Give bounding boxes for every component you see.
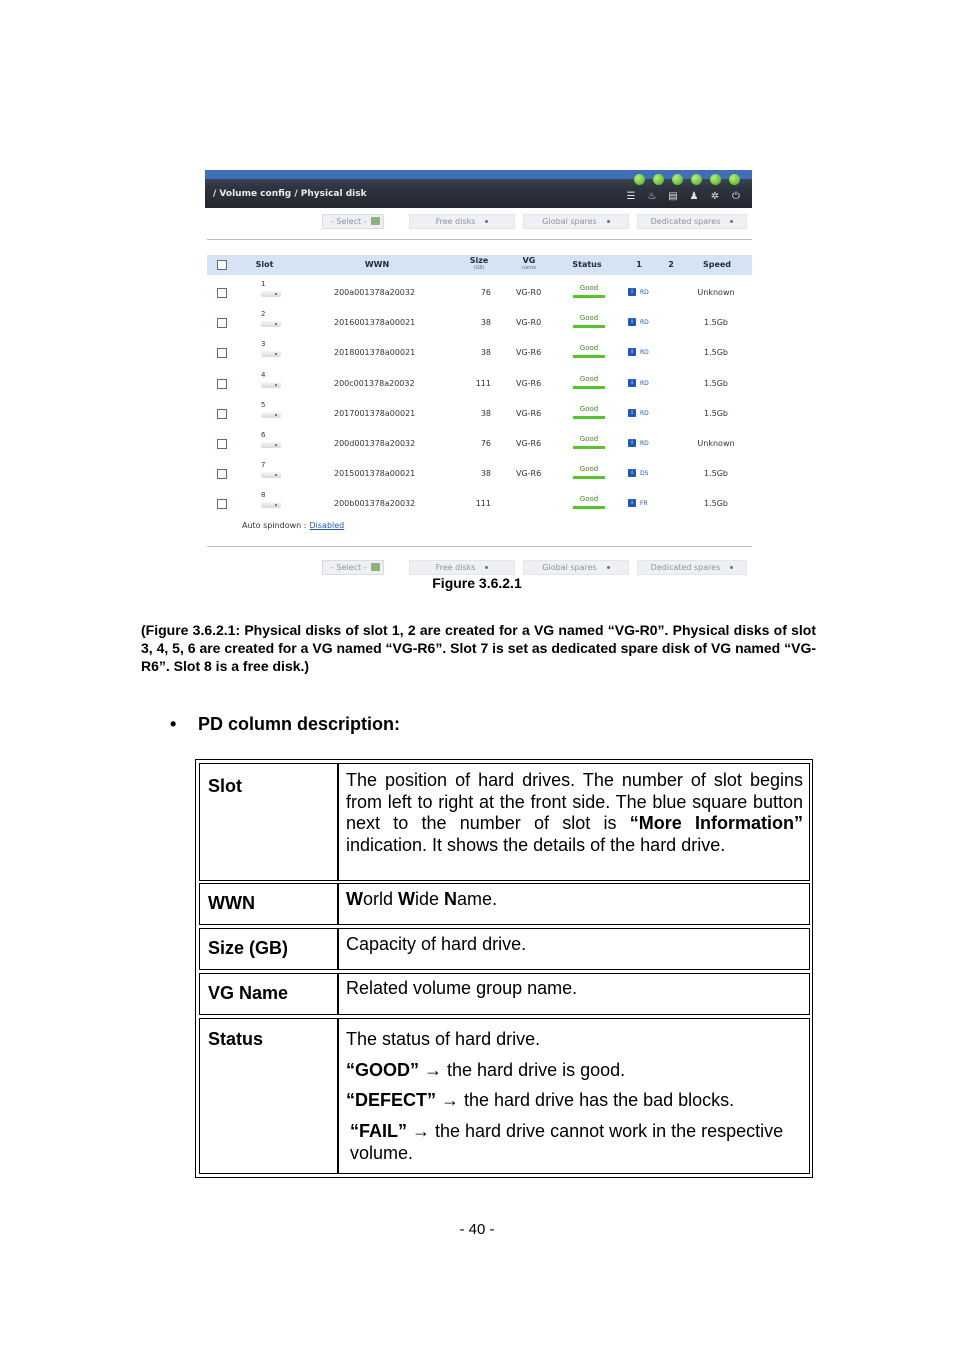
vg-cell: VG-R0	[516, 318, 542, 328]
row-checkbox[interactable]	[217, 499, 227, 509]
wwn-cell: 2015001378a00021	[334, 469, 416, 479]
toolbar-bottom	[205, 558, 752, 576]
auto-spindown-label: Auto spindown :	[242, 521, 307, 530]
status-badge	[573, 344, 605, 358]
breadcrumb: / Volume config / Physical disk	[213, 189, 367, 199]
role-cell: FR	[640, 500, 648, 508]
status-good-line	[346, 1060, 625, 1081]
status-light-icon	[691, 174, 702, 185]
free-disks-label: Free disks	[435, 217, 476, 226]
col-wwn: WWN	[364, 260, 390, 269]
slot-drive-icon	[261, 351, 281, 357]
speed-cell: Unknown	[697, 439, 735, 448]
status-fail-line	[350, 1121, 783, 1142]
status-light-icon	[653, 174, 664, 185]
global-spares-label: Global spares	[542, 217, 597, 226]
wwn-cell: 2017001378a00021	[334, 408, 416, 418]
status-bar	[573, 325, 605, 328]
slot-description	[346, 770, 803, 856]
status-bar	[573, 446, 605, 449]
slot-number[interactable]: 5	[261, 400, 266, 409]
row-label: Size (GB)	[208, 938, 289, 958]
status-text: Good	[579, 314, 599, 323]
speed-cell: 1.5Gb	[704, 378, 728, 388]
disk-table-header	[207, 255, 752, 275]
role-cell: RD	[640, 289, 649, 296]
status-light-icon	[710, 174, 721, 185]
status-badge	[573, 465, 605, 479]
status-text: Good	[579, 495, 599, 504]
slot-number[interactable]: 8	[261, 491, 266, 500]
status-light-icon	[634, 174, 645, 185]
defect-key: “DEFECT”	[346, 1090, 436, 1110]
toolbar-top	[205, 212, 752, 230]
role-cell: RD	[640, 440, 649, 447]
row-label-cell	[199, 883, 338, 925]
col-size-unit: (GB)	[473, 265, 485, 271]
wwn-n: N	[444, 889, 458, 909]
wwn-w2: W	[398, 889, 416, 909]
figure-caption: Figure 3.6.2.1	[432, 575, 522, 591]
select-dropdown[interactable]	[322, 560, 384, 575]
vg-cell: VG-R6	[516, 378, 542, 388]
disk-row	[207, 429, 752, 459]
power-icon[interactable]: ⏻	[732, 191, 740, 202]
dedicated-spares-button[interactable]	[637, 214, 747, 229]
global-spares-button[interactable]	[523, 214, 629, 229]
row-desc-cell	[338, 928, 810, 970]
role-cell: RD	[640, 349, 649, 357]
slot-drive-icon	[261, 321, 281, 327]
wwn-cell: 200d001378a20032	[334, 439, 416, 448]
row-label-cell	[199, 928, 338, 970]
slot-text-a: The position of hard drives. The number of slot begins from left to right at the front side. The blue square button next to the number of slot is	[346, 770, 803, 833]
select-all-checkbox[interactable]	[217, 260, 227, 270]
slot-number[interactable]: 6	[261, 431, 266, 439]
status-bar	[573, 295, 605, 298]
row-label-cell	[199, 1018, 338, 1174]
disk-row	[207, 278, 752, 308]
wwn-ide: ide	[415, 889, 445, 909]
role-cell: DS	[640, 470, 649, 478]
col-slot: Slot	[255, 260, 274, 269]
wwn-description	[346, 889, 497, 910]
col-1: 1	[636, 260, 642, 269]
dot-icon	[607, 566, 610, 569]
slot-number[interactable]: 1	[261, 280, 266, 288]
pd-column-description-table	[195, 759, 813, 1178]
status-text: Good	[579, 374, 599, 383]
slot-drive-icon	[261, 291, 281, 297]
dropdown-arrow-icon	[371, 217, 380, 225]
col-vg	[505, 255, 553, 276]
more-information-icon[interactable]: i	[628, 288, 636, 296]
row-desc-cell	[338, 763, 810, 881]
size-cell: 38	[480, 469, 491, 479]
slot-number[interactable]: 7	[261, 461, 266, 470]
slot-number[interactable]: 2	[261, 310, 266, 319]
col-vg-label: VG	[522, 256, 536, 265]
select-label: - Select -	[331, 563, 367, 572]
more-information-icon[interactable]: i	[628, 379, 636, 387]
wwn-orld: orld	[363, 889, 399, 909]
dot-icon	[485, 220, 488, 223]
slot-drive-icon	[261, 442, 281, 448]
disk-row	[207, 399, 752, 429]
section-title: PD column description:	[198, 714, 401, 734]
auto-spindown-link[interactable]: Disabled	[309, 521, 345, 530]
free-disks-label: Free disks	[435, 563, 476, 572]
status-text: Good	[579, 344, 599, 353]
size-cell: 76	[480, 288, 491, 297]
status-bar	[573, 476, 605, 479]
free-disks-button[interactable]	[409, 214, 515, 229]
divider	[207, 239, 752, 240]
row-checkbox[interactable]	[217, 409, 227, 419]
speed-cell: 1.5Gb	[704, 408, 728, 418]
defect-text: → the hard drive has the bad blocks.	[436, 1090, 735, 1110]
header-bar	[205, 170, 752, 208]
select-label: - Select -	[331, 217, 367, 226]
row-label-cell	[199, 763, 338, 881]
physical-disk-screenshot	[205, 170, 752, 576]
more-information-icon[interactable]: i	[628, 469, 636, 477]
status-light-icon	[729, 174, 740, 185]
vg-cell: VG-R6	[516, 439, 542, 448]
col-size-label: Size	[469, 256, 489, 265]
status-badge	[573, 284, 605, 298]
slot-drive-icon	[261, 502, 281, 508]
row-label: Slot	[208, 776, 242, 796]
slot-drive-icon	[261, 382, 281, 388]
speed-cell: 1.5Gb	[704, 499, 728, 509]
fan-icon[interactable]: ✲	[710, 191, 720, 202]
status-badge	[573, 495, 605, 509]
status-bar	[573, 355, 605, 358]
header-icons	[625, 191, 742, 203]
speed-cell: 1.5Gb	[704, 348, 728, 358]
user-icon[interactable]: ♟	[689, 191, 699, 202]
row-label: VG Name	[208, 983, 289, 1003]
dot-icon	[485, 566, 488, 569]
dedicated-spares-button[interactable]	[637, 560, 747, 575]
disk-row	[207, 489, 752, 519]
wwn-ame: ame.	[457, 889, 498, 909]
col-size	[459, 255, 499, 276]
status-text: Good	[579, 465, 599, 474]
wwn-cell: 200a001378a20032	[334, 288, 416, 297]
disk-row	[207, 369, 752, 399]
bullet-icon: •	[170, 714, 177, 734]
status-badge	[573, 314, 605, 328]
disk-row	[207, 459, 752, 489]
vg-cell: VG-R6	[516, 469, 542, 479]
dot-icon	[730, 566, 733, 569]
status-text: Good	[579, 284, 599, 292]
dot-icon	[730, 220, 733, 223]
slot-drive-icon	[261, 412, 281, 418]
status-light-icon	[672, 174, 683, 185]
status-badge	[573, 435, 605, 449]
speed-cell: 1.5Gb	[704, 318, 728, 328]
list-icon[interactable]: ☰	[626, 191, 636, 202]
good-key: “GOOD”	[346, 1060, 420, 1080]
status-defect-line	[346, 1090, 734, 1111]
more-information-icon[interactable]: i	[628, 318, 636, 326]
dedicated-spares-label: Dedicated spares	[650, 563, 721, 572]
status-badge	[573, 405, 605, 419]
role-cell: RD	[640, 319, 649, 327]
row-label: Status	[208, 1029, 264, 1049]
figure-note: (Figure 3.6.2.1: Physical disks of slot 1, 2 are created for a VG named “VG-R0”. Physical disks of slot 3, 4, 5, 6 are created for a VG named “VG-R6”. Slot 7 is set as dedicated spare disk of VG named “VG-R6”. Slot 8 is a free disk.)	[141, 622, 816, 674]
speed-cell: Unknown	[697, 288, 735, 297]
fail-text: → the hard drive cannot work in the respective	[407, 1121, 784, 1141]
global-spares-button[interactable]	[523, 560, 629, 575]
more-information-icon[interactable]: i	[628, 348, 636, 356]
more-information-icon[interactable]: i	[628, 439, 636, 447]
slot-number[interactable]: 4	[261, 370, 266, 379]
vg-cell: VG-R6	[516, 408, 542, 418]
size-cell: 38	[480, 408, 491, 418]
wwn-w1: W	[346, 889, 363, 909]
row-desc-cell	[338, 1018, 810, 1174]
slot-drive-icon	[261, 472, 281, 478]
row-desc-cell	[338, 883, 810, 925]
col-2: 2	[668, 260, 674, 269]
global-spares-label: Global spares	[542, 563, 597, 572]
divider	[207, 546, 752, 547]
status-text: Good	[579, 435, 599, 443]
page-number: - 40 -	[459, 1221, 495, 1238]
wwn-cell: 2018001378a00021	[334, 348, 416, 358]
dropdown-arrow-icon	[371, 563, 380, 571]
size-description: Capacity of hard drive.	[346, 934, 527, 954]
fail-key: “FAIL”	[350, 1121, 407, 1141]
size-cell: 38	[480, 318, 491, 328]
slot-text-bold: “More Information”	[629, 813, 803, 833]
wwn-cell: 200c001378a20032	[334, 378, 415, 388]
size-cell: 111	[475, 378, 491, 388]
row-checkbox[interactable]	[217, 318, 227, 328]
slot-text-b: indication. It shows the details of the hard drive.	[346, 834, 726, 855]
col-speed: Speed	[702, 260, 732, 269]
more-information-icon[interactable]: i	[628, 409, 636, 417]
row-label: WWN	[208, 893, 255, 913]
row-checkbox[interactable]	[217, 348, 227, 358]
dot-icon	[607, 220, 610, 223]
role-cell: RD	[640, 409, 649, 417]
size-cell: 38	[480, 348, 491, 358]
vg-name-description: Related volume group name.	[346, 978, 578, 998]
status-bar	[573, 506, 605, 509]
select-dropdown[interactable]	[322, 214, 384, 229]
speed-cell: 1.5Gb	[704, 469, 728, 479]
vg-cell: VG-R0	[516, 288, 542, 297]
row-label-cell	[199, 973, 338, 1015]
dedicated-spares-label: Dedicated spares	[650, 217, 721, 226]
temperature-icon[interactable]: ♨	[647, 191, 657, 202]
size-cell: 111	[475, 499, 491, 509]
status-bar	[573, 386, 605, 389]
status-line: The status of hard drive.	[346, 1029, 541, 1049]
auto-spindown	[242, 521, 344, 530]
good-text: → the hard drive is good.	[419, 1060, 626, 1080]
row-checkbox[interactable]	[217, 288, 227, 298]
slot-number[interactable]: 3	[261, 340, 266, 349]
row-desc-cell	[338, 973, 810, 1015]
disk-row	[207, 338, 752, 368]
status-lights	[634, 174, 740, 185]
row-checkbox[interactable]	[217, 379, 227, 389]
disk-row	[207, 308, 752, 338]
free-disks-button[interactable]	[409, 560, 515, 575]
disk-icon[interactable]: ▤	[668, 191, 678, 202]
status-text: Good	[579, 404, 599, 413]
more-information-icon[interactable]: i	[628, 499, 636, 507]
row-checkbox[interactable]	[217, 469, 227, 479]
status-bar	[573, 416, 605, 419]
wwn-cell: 2016001378a00021	[334, 318, 416, 328]
wwn-cell: 200b001378a20032	[334, 499, 416, 509]
col-status: Status	[572, 260, 602, 269]
vg-cell: VG-R6	[516, 348, 542, 358]
status-fail-line-2: volume.	[350, 1143, 414, 1163]
status-badge	[573, 375, 605, 389]
row-checkbox[interactable]	[217, 439, 227, 449]
size-cell: 76	[480, 439, 491, 448]
col-vg-sub: name	[521, 265, 537, 271]
role-cell: RD	[640, 379, 649, 387]
